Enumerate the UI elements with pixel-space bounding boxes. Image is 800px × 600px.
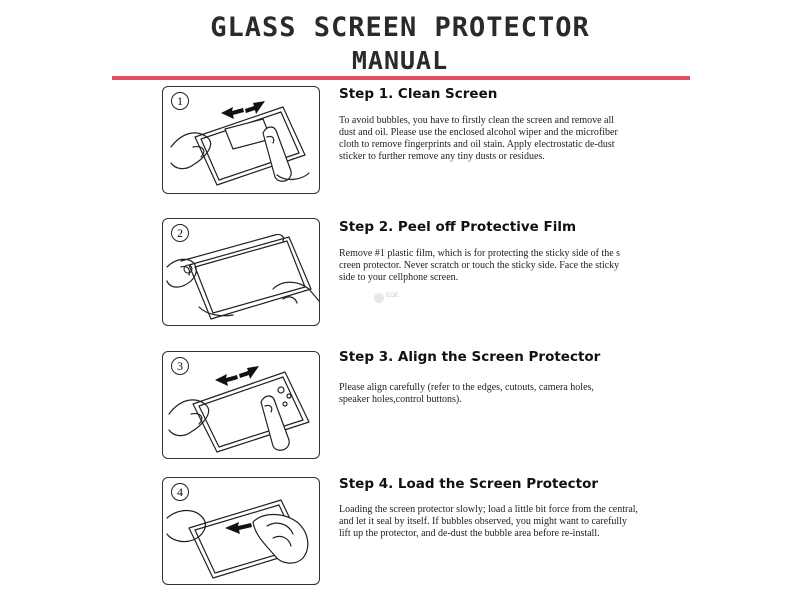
watermark-logo [374, 293, 384, 303]
step-1-title: Step 1. Clean Screen [339, 86, 498, 102]
step-3-description: Please align carefully (refer to the edges, cutouts, camera holes, speaker holes,control buttons). [339, 382, 594, 405]
step-4-description: Loading the screen protector slowly; load a little bit force from the central, and let it seal by itself. If bubbles observed, you might want to carefully lift up the protector, and de-dust the bubble area before re-install. [339, 504, 639, 539]
step-2-title: Step 2. Peel off Protective Film [339, 219, 577, 235]
step-4-number: 4 [171, 483, 189, 501]
step-3 [0, 347, 800, 457]
step-1-description: To avoid bubbles, you have to firstly clean the screen and remove all dust and oil. Please use the enclosed alcohol wiper and the microfiber cloth to remove fingerprints and oil stain. Apply electrostatic de-dust sticker to further remove any tiny dusts or residues. [339, 115, 618, 162]
step-3-illustration [162, 351, 320, 459]
step-1 [0, 84, 800, 194]
step-2 [0, 216, 800, 326]
step-2-illustration [162, 218, 320, 326]
step-4-illustration [162, 477, 320, 585]
step-1-number: 1 [171, 92, 189, 110]
step-4-title: Step 4. Load the Screen Protector [339, 476, 599, 492]
watermark-text: EOE [386, 293, 399, 299]
manual-title-line1: GLASS SCREEN PROTECTOR [210, 12, 590, 43]
step-2-description: Remove #1 plastic film, which is for protecting the sticky side of the s creen protector. Never scratch or touch the sticky side. Face the sticky side to your cellphone screen. [339, 248, 621, 283]
manual-title-line2: MANUAL [351, 46, 449, 75]
step-1-illustration [162, 86, 320, 194]
step-3-number: 3 [171, 357, 189, 375]
step-4 [0, 474, 800, 584]
step-2-number: 2 [171, 224, 189, 242]
title-divider [112, 76, 690, 80]
step-3-title: Step 3. Align the Screen Protector [339, 349, 601, 365]
